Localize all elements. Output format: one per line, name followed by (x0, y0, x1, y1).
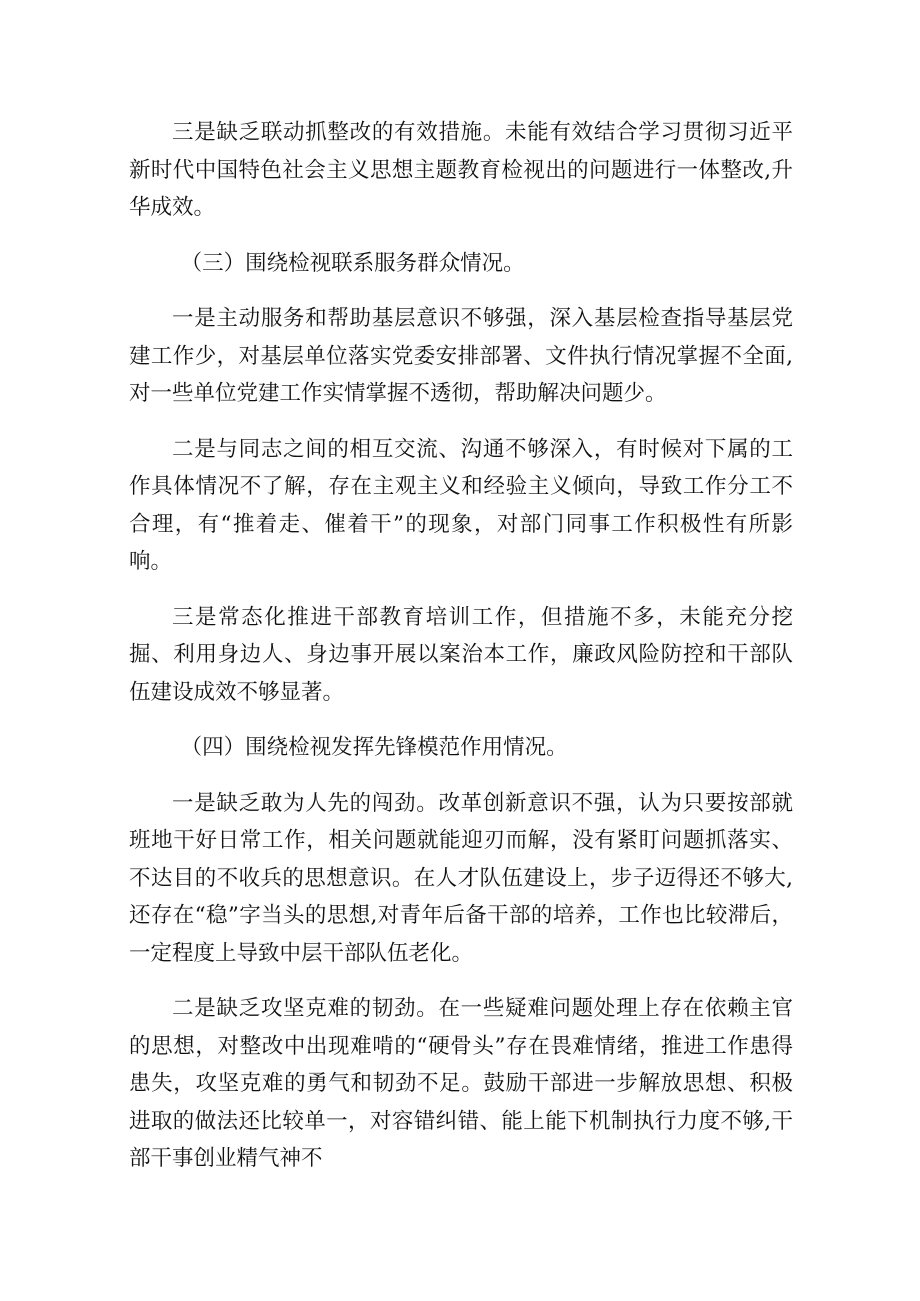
paragraph-4: 三是常态化推进干部教育培训工作，但措施不多，未能充分挖掘、利用身边人、身边事开展以案治本工作，廉政风险防控和干部队伍建设成效不够显著。 (129, 604, 793, 705)
section-heading-4: （四）围绕检视发挥先锋模范作用情况。 (180, 735, 568, 760)
paragraph-6: 二是缺乏攻坚克难的韧劲。在一些疑难问题处理上存在依赖主官的思想，对整改中出现难啃的“硬骨头”存在畏难情绪，推进工作患得患失，攻坚克难的勇气和韧劲不足。鼓励干部进一步解放思想、积极进取的做法还比较单一，对容错纠错、能上能下机制执行力度不够,干部干事创业精气神不 (129, 996, 793, 1171)
document-body (129, 114, 793, 1196)
paragraph-2: 一是主动服务和帮助基层意识不够强，深入基层检查指导基层党建工作少，对基层单位落实党委安排部署、文件执行情况掌握不全面,对一些单位党建工作实情掌握不透彻，帮助解决问题少。 (129, 306, 793, 406)
paragraph-1: 三是缺乏联动抓整改的有效措施。未能有效结合学习贯彻习近平新时代中国特色社会主义思想主题教育检视出的问题进行一体整改,升华成效。 (129, 120, 793, 220)
paragraph-3: 二是与同志之间的相互交流、沟通不够深入，有时候对下属的工作具体情况不了解，存在主观主义和经验主义倾向，导致工作分工不合理，有“推着走、催着干”的现象，对部门同事工作积极性有所影响。 (129, 436, 793, 574)
paragraph-5: 一是缺乏敢为人先的闯劲。改革创新意识不强，认为只要按部就班地干好日常工作，相关问题就能迎刃而解，没有紧盯问题抓落实、不达目的不收兵的思想意识。在人才队伍建设上，步子迈得还不够大,还存在“稳”字当头的思想,对青年后备干部的培养，工作也比较滞后，一定程度上导致中层干部队伍老化。 (129, 790, 793, 966)
section-heading-3: （三）围绕检视联系服务群众情况。 (180, 250, 525, 276)
